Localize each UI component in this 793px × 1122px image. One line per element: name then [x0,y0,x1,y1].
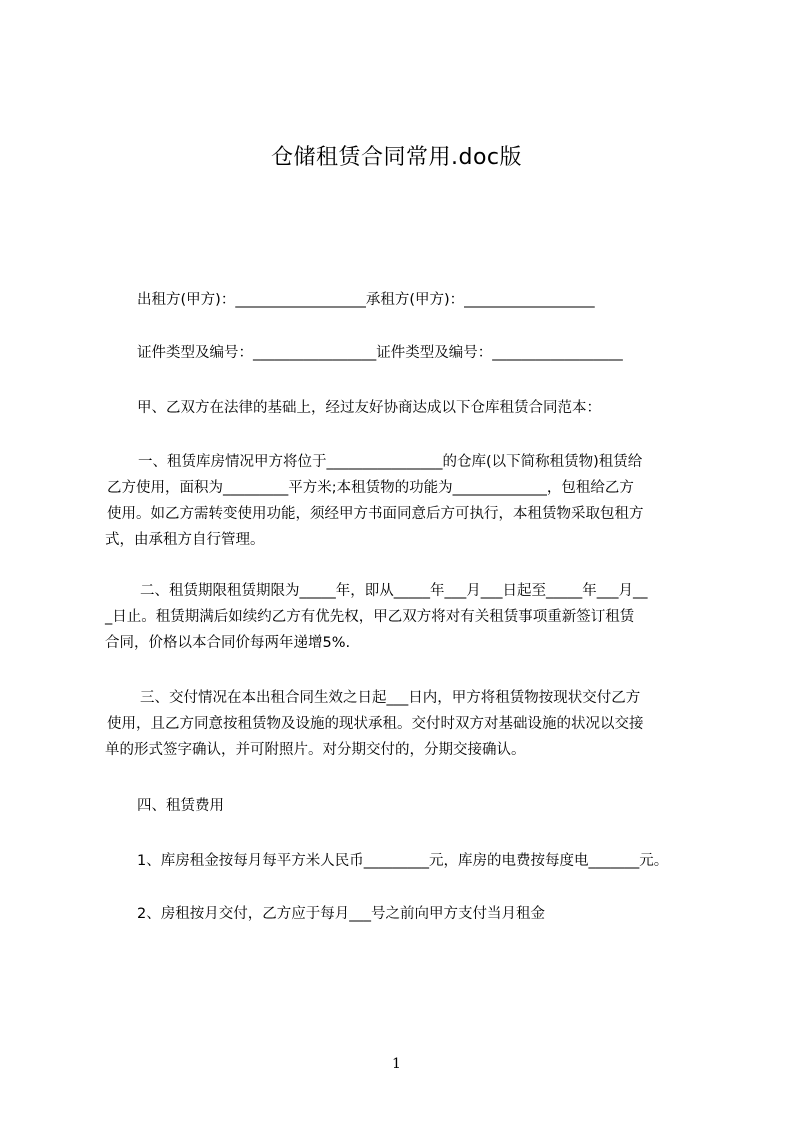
paragraph-line: 二、租赁期限租赁期限为_____年，即从_____年___月___日起至_____年___月__ [140,583,648,599]
section-1-paragraph [105,449,705,553]
fee-item-1: 1、库房租金按每月每平方米人民币_________元，库房的电费按每度电_______元。 [137,853,669,869]
party-line: 出租方(甲方)：__________________承租方(甲方)：__________________ [137,292,595,308]
paragraph-line: 一、租赁库房情况甲方将位于________________的仓库(以下简称租赁物)租赁给 [138,454,643,470]
paragraph-line: 三、交付情况在本出租合同生效之日起___日内，甲方将租赁物按现状交付乙方 [140,690,641,706]
page-number: 1 [392,1056,401,1072]
paragraph-line: 合同，价格以本合同价每两年递增5%. [105,635,351,651]
section-2-paragraph [105,578,705,656]
fee-item-2: 2、房租按月交付，乙方应于每月___号之前向甲方支付当月租金 [137,906,545,922]
paragraph-line: _日止。租赁期满后如续约乙方有优先权，甲乙双方将对有关租赁事项重新签订租赁 [105,609,635,625]
section-4-heading: 四、租赁费用 [137,798,224,814]
paragraph-line: 式，由承租方自行管理。 [105,532,265,548]
section-3-paragraph [105,685,705,763]
document-title: 仓储租赁合同常用.doc版 [270,145,522,170]
paragraph-line: 单的形式签字确认，并可附照片。对分期交付的，分期交接确认。 [105,742,526,758]
intro-paragraph: 甲、乙双方在法律的基础上，经过友好协商达成以下仓库租赁合同范本： [137,400,601,416]
paragraph-line: 乙方使用，面积为_________平方米;本租赁物的功能为_____________，包租给乙方 [107,480,634,496]
paragraph-line: 使用。如乙方需转变使用功能，须经甲方书面同意后方可执行，本租赁物采取包租方 [107,506,644,522]
paragraph-line: 使用，且乙方同意按租赁物及设施的现状承租。交付时双方对基础设施的状况以交接 [107,716,644,732]
id-number-line: 证件类型及编号：_________________证件类型及编号：__________________ [137,345,623,361]
